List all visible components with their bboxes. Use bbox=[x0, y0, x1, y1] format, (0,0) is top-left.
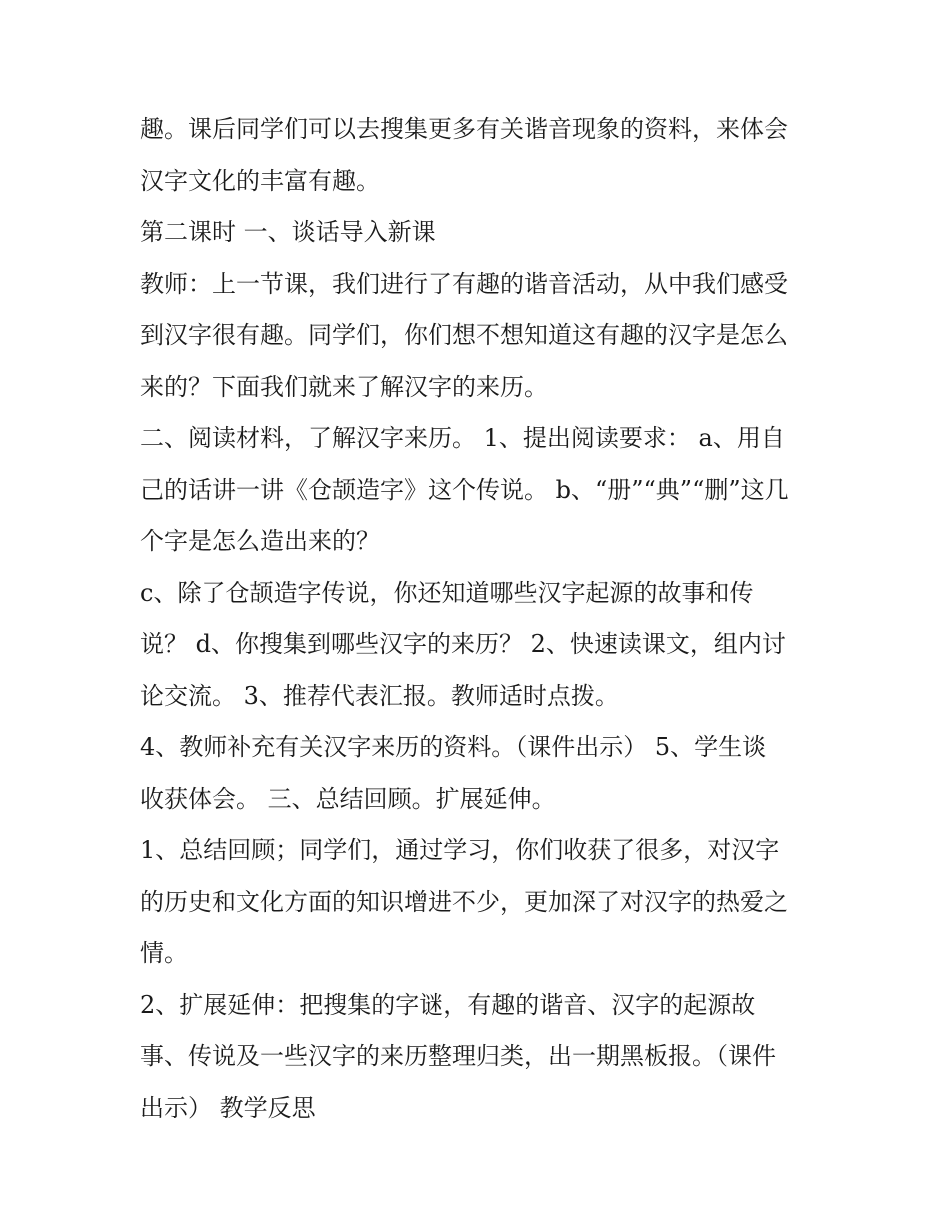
paragraph-reading-questions bbox=[140, 568, 820, 723]
text-line: 个字是怎么造出来的？ bbox=[140, 527, 380, 555]
text-line: 教师：上一节课，我们进行了有趣的谐音活动，从中我们感受 bbox=[140, 269, 788, 298]
text-line: 1、总结回顾；同学们，通过学习，你们收获了很多，对汉字 bbox=[140, 836, 780, 864]
text-line: 2、扩展延伸：把搜集的字谜，有趣的谐音、汉字的起源故 bbox=[140, 990, 756, 1019]
text-line: 趣。课后同学们可以去搜集更多有关谐音现象的资料，来体会 bbox=[140, 115, 788, 143]
paragraph-reading-materials bbox=[140, 413, 820, 568]
paragraph-teacher-intro bbox=[140, 259, 820, 414]
paragraph-lesson-two-heading bbox=[140, 207, 820, 259]
text-line: 己的话讲一讲《仓颉造字》这个传说。 b、“册”“典”“删”这几 bbox=[140, 475, 789, 504]
text-line: 二、阅读材料，了解汉字来历。 1、提出阅读要求： a、用自 bbox=[140, 424, 785, 452]
text-line: 事、传说及一些汉字的来历整理归类，出一期黑板报。（课件 bbox=[140, 1042, 776, 1070]
text-line: 情。 bbox=[140, 939, 188, 967]
text-line: c、除了仓颉造字传说，你还知道哪些汉字起源的故事和传 bbox=[140, 578, 754, 607]
paragraph-summary bbox=[140, 825, 820, 980]
document-body bbox=[140, 104, 820, 1134]
paragraph-supplement bbox=[140, 722, 820, 825]
text-line: 的历史和文化方面的知识增进不少，更加深了对汉字的热爱之 bbox=[140, 887, 788, 916]
paragraph-extension bbox=[140, 980, 820, 1135]
text-line: 到汉字很有趣。同学们，你们想不想知道这有趣的汉字是怎么 bbox=[140, 321, 788, 349]
text-line: 汉字文化的丰富有趣。 bbox=[140, 166, 380, 195]
paragraph-homework-intro bbox=[140, 104, 820, 207]
text-line: 收获体会。 三、总结回顾。扩展延伸。 bbox=[140, 784, 556, 813]
text-line: 4、教师补充有关汉字来历的资料。（课件出示） 5、学生谈 bbox=[140, 733, 767, 761]
section-heading: 第二课时 一、谈话导入新课 bbox=[140, 218, 436, 246]
text-line: 出示） 教学反思 bbox=[140, 1093, 316, 1122]
text-line: 说？ d、你搜集到哪些汉字的来历？ 2、快速读课文，组内讨 bbox=[140, 630, 786, 658]
text-line: 论交流。 3、推荐代表汇报。教师适时点拨。 bbox=[140, 681, 619, 710]
text-line: 来的？下面我们就来了解汉字的来历。 bbox=[140, 372, 548, 401]
